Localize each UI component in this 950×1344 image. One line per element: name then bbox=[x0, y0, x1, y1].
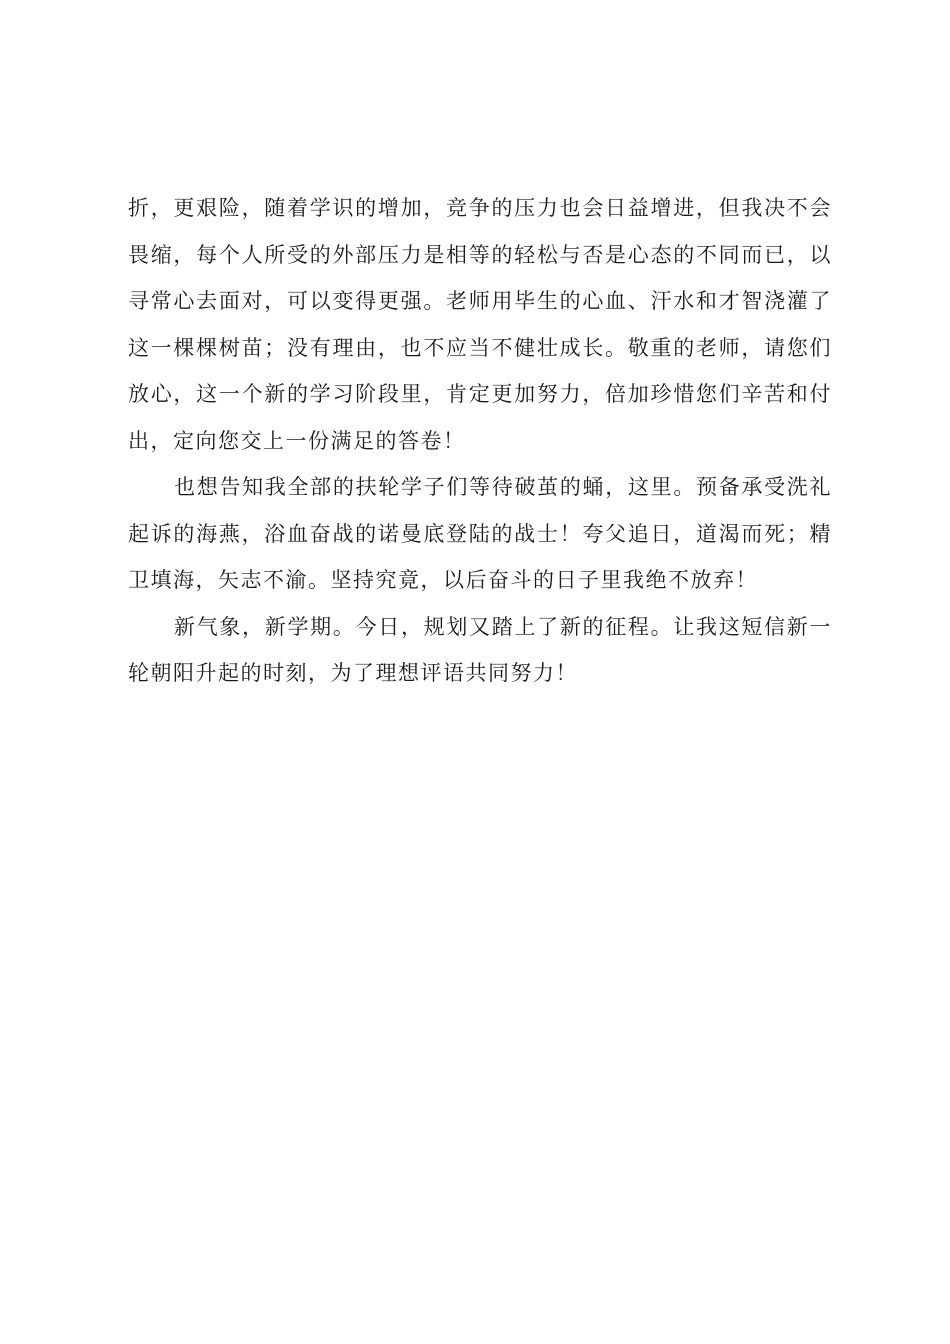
document-body bbox=[128, 185, 832, 697]
paragraph-continued: 折，更艰险，随着学识的增加，竞争的压力也会日益增进，但我决不会畏缩，每个人所受的外部压力是相等的轻松与否是心态的不同而已，以寻常心去面对，可以变得更强。老师用毕生的心血、汗水和才智浇灌了这一棵棵树苗；没有理由，也不应当不健壮成长。敬重的老师，请您们放心，这一个新的学习阶段里，肯定更加努力，倍加珍惜您们辛苦和付出，定向您交上一份满足的答卷！ bbox=[128, 196, 832, 453]
paragraph: 新气象，新学期。今日，规划又踏上了新的征程。让我这短信新一轮朝阳升起的时刻，为了理想评语共同努力！ bbox=[128, 614, 832, 685]
paragraph: 也想告知我全部的扶轮学子们等待破茧的蛹，这里。预备承受洗礼起诉的海燕，浴血奋战的诺曼底登陆的战士！夸父追日，道渴而死；精卫填海，矢志不渝。坚持究竟，以后奋斗的日子里我绝不放弃！ bbox=[128, 475, 832, 592]
